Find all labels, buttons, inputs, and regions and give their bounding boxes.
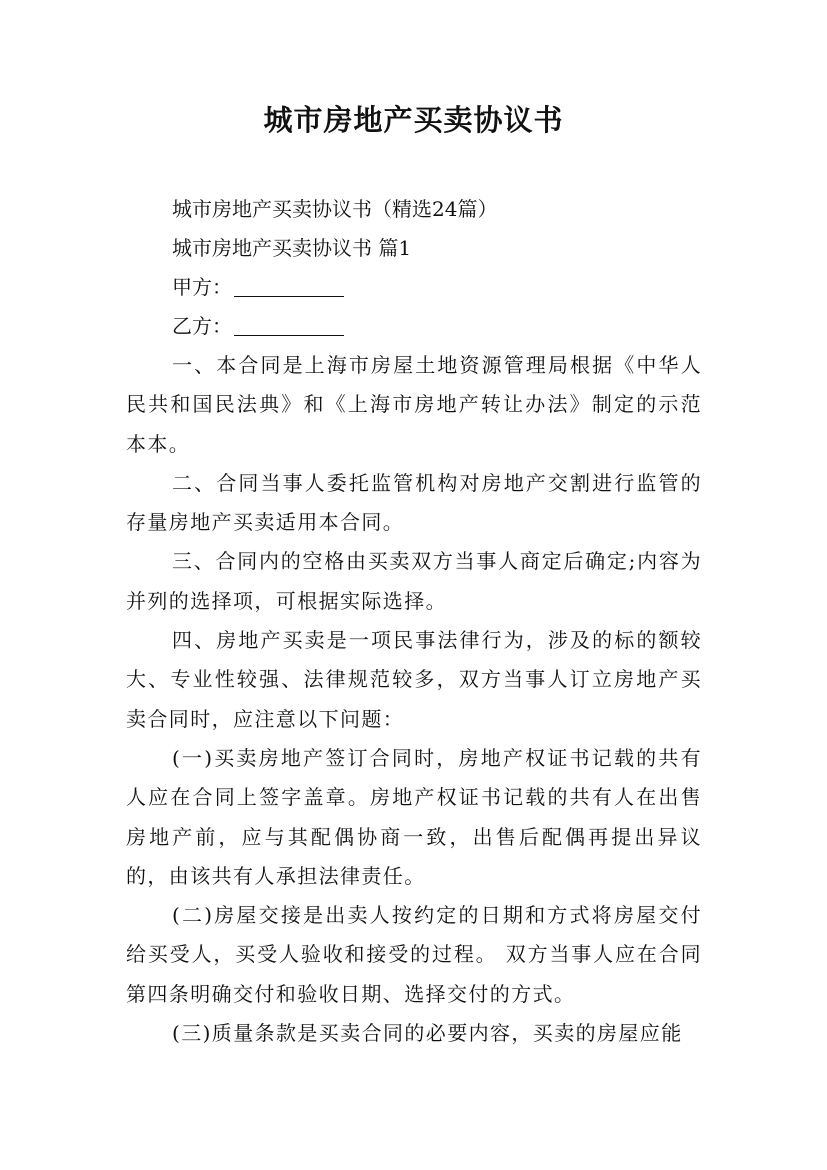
paragraph-2: 二、合同当事人委托监管机构对房地产交割进行监管的存量房地产买卖适用本合同。 xyxy=(126,470,702,535)
party-a-label: 甲方： xyxy=(172,275,232,299)
section-heading: 城市房地产买卖协议书 篇1 xyxy=(172,236,412,260)
party-a-blank[interactable] xyxy=(234,276,344,297)
party-b-line xyxy=(126,307,702,346)
paragraph-1: 一、本合同是上海市房屋土地资源管理局根据《中华人民共和国民法典》和《上海市房地产转让办法》制定的示范本本。 xyxy=(126,353,702,456)
paragraph-5: (一)买卖房地产签订合同时，房地产权证书记载的共有人应在合同上签字盖章。房地产权证书记载的共有人在出售房地产前，应与其配偶协商一致，出售后配偶再提出异议的，由该共有人承担法律责任。 xyxy=(126,745,702,888)
document-title: 城市房地产买卖协议书 xyxy=(263,103,564,137)
paragraph-4: 四、房地产买卖是一项民事法律行为，涉及的标的额较大、专业性较强、法律规范较多，双方当事人订立房地产买卖合同时，应注意以下问题： xyxy=(126,628,702,731)
paragraph-7: (三)质量条款是买卖合同的必要内容，买卖的房屋应能 xyxy=(172,1021,683,1046)
document-subtitle: 城市房地产买卖协议书（精选24篇） xyxy=(172,197,498,221)
party-b-label: 乙方： xyxy=(172,314,232,338)
paragraph-3: 三、合同内的空格由买卖双方当事人商定后确定;内容为并列的选择项，可根据实际选择。 xyxy=(126,549,702,613)
party-a-line xyxy=(126,268,702,307)
party-b-blank[interactable] xyxy=(234,315,344,336)
document-body xyxy=(126,190,702,1053)
paragraph-6: (二)房屋交接是出卖人按约定的日期和方式将房屋交付给买受人，买受人验收和接受的过程。 双方当事人应在合同第四条明确交付和验收日期、选择交付的方式。 xyxy=(126,903,702,1006)
